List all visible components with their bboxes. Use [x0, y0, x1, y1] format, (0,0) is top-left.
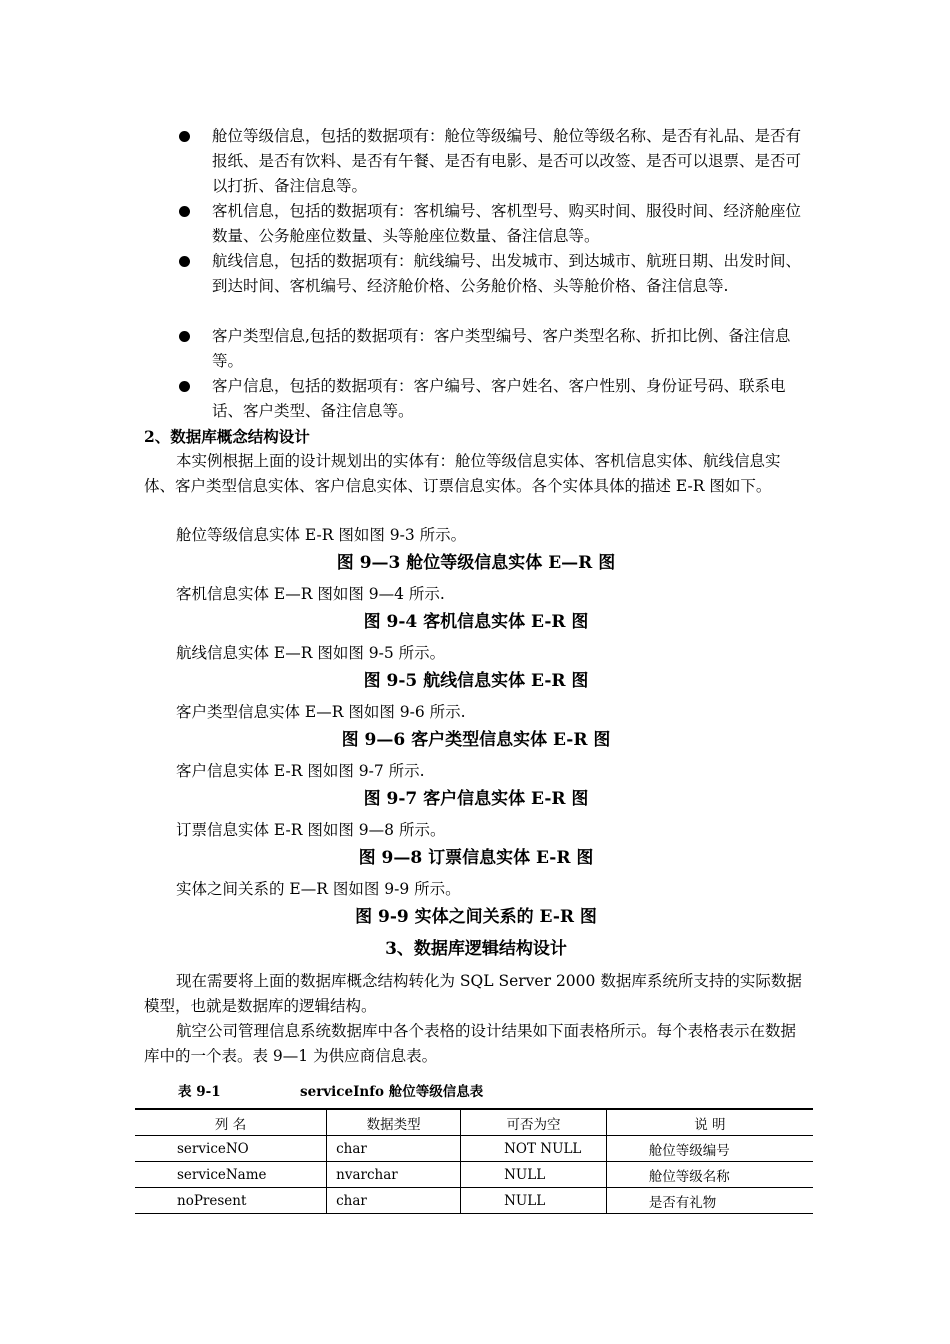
table-title: serviceInfo 舱位等级信息表	[300, 1084, 484, 1100]
table-cell: 舱位等级编号	[606, 1136, 813, 1162]
figure-reference: 实体之间关系的 E—R 图如图 9-9 所示。	[176, 880, 461, 898]
table-cell: serviceNO	[135, 1136, 327, 1162]
table-number: 表 9-1	[178, 1084, 221, 1100]
bullet-icon	[179, 206, 190, 217]
list-item	[176, 374, 810, 424]
list-item-text: 客户类型信息,包括的数据项有：客户类型编号、客户类型名称、折扣比例、备注信息等。	[212, 327, 791, 370]
column-header: 说 明	[606, 1109, 813, 1136]
bullet-icon	[179, 131, 190, 142]
table-cell: NULL	[461, 1188, 607, 1214]
table-cell: NOT NULL	[461, 1136, 607, 1162]
table-row	[135, 1136, 813, 1162]
figure-reference: 客户信息实体 E-R 图如图 9-7 所示.	[176, 762, 425, 780]
bullet-icon	[179, 381, 190, 392]
table-cell: char	[327, 1136, 461, 1162]
figure-caption: 图 9—3 舱位等级信息实体 E—R 图	[336, 553, 616, 573]
list-item	[176, 124, 810, 199]
figure-caption: 图 9—6 客户类型信息实体 E-R 图	[341, 730, 611, 750]
list-item-text: 客户信息，包括的数据项有：客户编号、客户姓名、客户性别、身份证号码、联系电话、客户类型、备注信息等。	[212, 377, 786, 420]
list-item	[176, 249, 810, 324]
table-cell: NULL	[461, 1162, 607, 1188]
table-cell: char	[327, 1188, 461, 1214]
column-header: 数据类型	[327, 1109, 461, 1136]
service-info-table	[135, 1108, 813, 1214]
section-3-heading: 3、数据库逻辑结构设计	[385, 939, 567, 959]
figure-reference: 订票信息实体 E-R 图如图 9—8 所示。	[176, 821, 446, 839]
figure-caption: 图 9—8 订票信息实体 E-R 图	[358, 848, 594, 868]
list-item	[176, 199, 810, 249]
column-header: 可否为空	[461, 1109, 607, 1136]
list-item	[176, 324, 810, 374]
data-items-list	[176, 124, 810, 424]
figure-reference: 客户类型信息实体 E—R 图如图 9-6 所示.	[176, 703, 466, 721]
section-3-paragraph: 现在需要将上面的数据库概念结构转化为 SQL Server 2000 数据库系统所支持的实际数据模型，也就是数据库的逻辑结构。	[144, 972, 802, 1015]
list-item-text: 客机信息，包括的数据项有：客机编号、客机型号、购买时间、服役时间、经济舱座位数量、公务舱座位数量、头等舱座位数量、备注信息等。	[212, 202, 802, 245]
figure-reference: 舱位等级信息实体 E-R 图如图 9-3 所示。	[176, 526, 467, 544]
list-item-text: 舱位等级信息，包括的数据项有：舱位等级编号、舱位等级名称、是否有礼品、是否有报纸、是否有饮料、是否有午餐、是否有电影、是否可以改签、是否可以退票、是否可以打折、备注信息等。	[212, 127, 802, 195]
table-header-row	[135, 1109, 813, 1136]
table-row	[135, 1162, 813, 1188]
table-row	[135, 1188, 813, 1214]
figure-caption: 图 9-9 实体之间关系的 E-R 图	[355, 907, 597, 927]
table-cell: 是否有礼物	[606, 1188, 813, 1214]
section-3-paragraph: 航空公司管理信息系统数据库中各个表格的设计结果如下面表格所示。每个表格表示在数据库中的一个表。表 9—1 为供应商信息表。	[144, 1022, 797, 1065]
list-item-text: 航线信息，包括的数据项有：航线编号、出发城市、到达城市、航班日期、出发时间、到达时间、客机编号、经济舱价格、公务舱价格、头等舱价格、备注信息等.	[212, 252, 802, 295]
column-header: 列 名	[135, 1109, 327, 1136]
bullet-icon	[179, 331, 190, 342]
figure-caption: 图 9-4 客机信息实体 E-R 图	[363, 612, 589, 632]
figure-reference: 客机信息实体 E—R 图如图 9—4 所示.	[176, 585, 445, 603]
figure-reference: 航线信息实体 E—R 图如图 9-5 所示。	[176, 644, 446, 662]
figure-caption: 图 9-7 客户信息实体 E-R 图	[363, 789, 589, 809]
section-2-intro: 本实例根据上面的设计规划出的实体有：舱位等级信息实体、客机信息实体、航线信息实体、客户类型信息实体、客户信息实体、订票信息实体。各个实体具体的描述 E-R 图如下。	[144, 452, 781, 495]
table-cell: serviceName	[135, 1162, 327, 1188]
bullet-icon	[179, 256, 190, 267]
table-cell: nvarchar	[327, 1162, 461, 1188]
section-2-heading: 2、数据库概念结构设计	[144, 427, 310, 446]
table-cell: noPresent	[135, 1188, 327, 1214]
table-cell: 舱位等级名称	[606, 1162, 813, 1188]
figure-caption: 图 9-5 航线信息实体 E-R 图	[363, 671, 589, 691]
